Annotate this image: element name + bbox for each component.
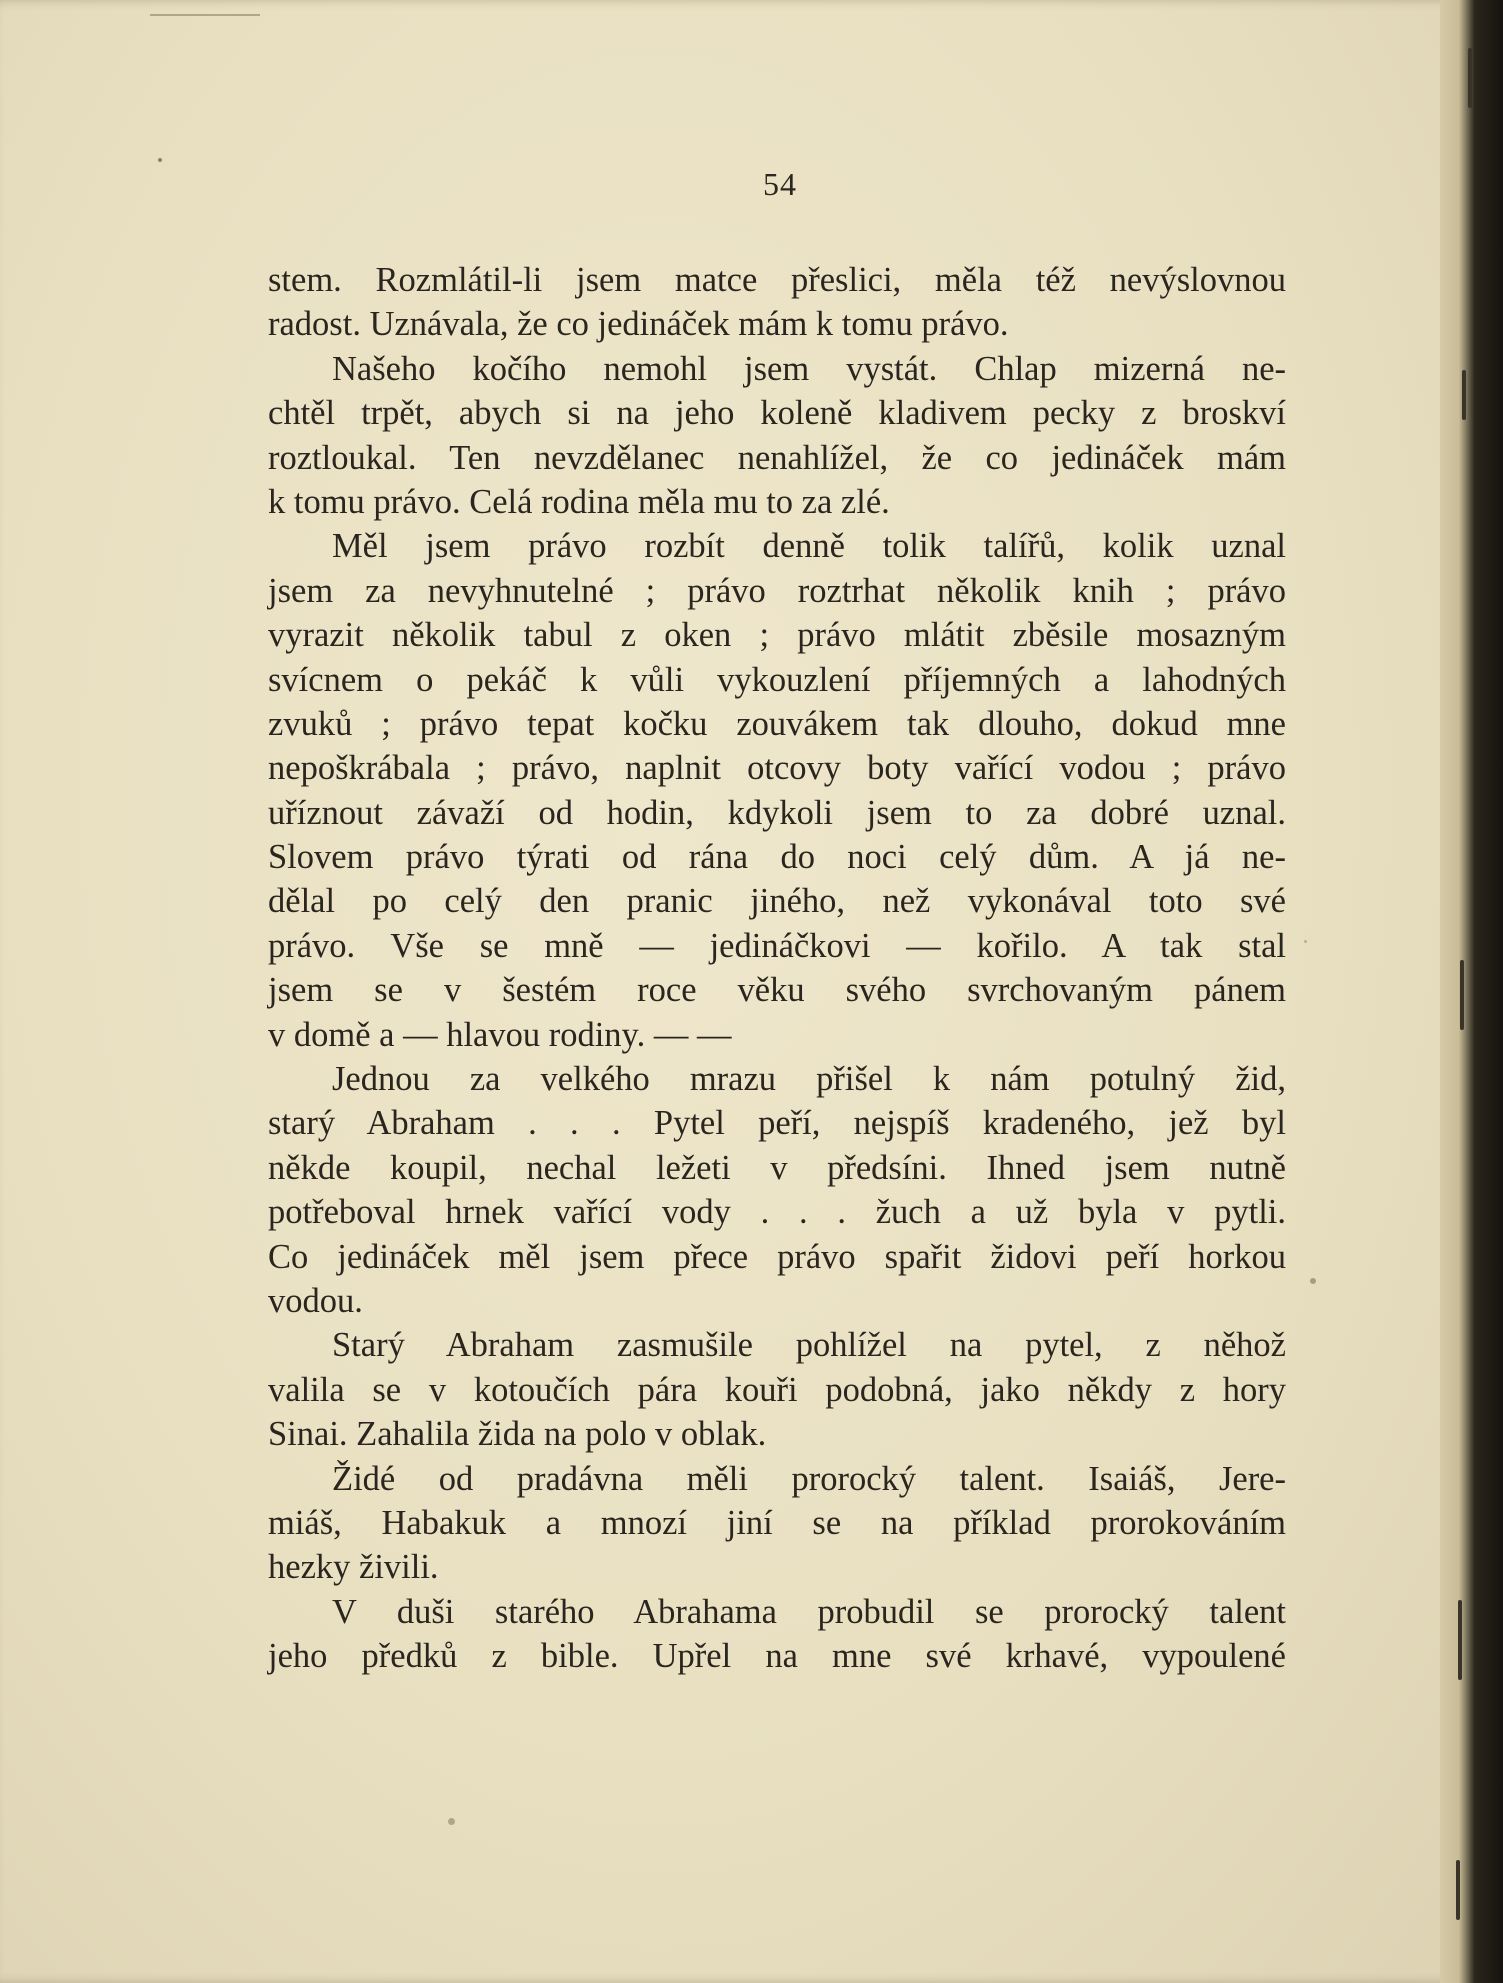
text-line: V duši starého Abrahama probudil se prorocký talent	[332, 1592, 1286, 1631]
text-line: Sinai. Zahalila žida na polo v oblak.	[268, 1415, 767, 1454]
text-line: nepoškrábala ; právo, naplnit otcovy boty vařící vodou ; právo	[268, 749, 1286, 788]
text-line: jeho předků z bible. Upřel na mne své krhavé, vypoulené	[268, 1637, 1286, 1676]
edge-mark	[1468, 48, 1472, 108]
text-line: miáš, Habakuk a mnozí jiní se na příklad prorokováním	[268, 1503, 1286, 1542]
text-line: chtěl trpět, abych si na jeho koleně kladivem pecky z broskví	[268, 394, 1286, 433]
text-line: Starý Abraham zasmušile pohlížel na pytel, z něhož	[332, 1326, 1286, 1365]
text-line: vodou.	[268, 1281, 363, 1320]
text-line: Měl jsem právo rozbít denně tolik talířů, kolik uznal	[332, 527, 1286, 566]
text-line: v domě a — hlavou rodiny. — —	[268, 1015, 732, 1054]
text-line: radost. Uznávala, že co jedináček mám k tomu právo.	[268, 305, 1009, 344]
text-line: potřeboval hrnek vařící vody . . . žuch a už byla v pytli.	[268, 1193, 1286, 1232]
text-line: Židé od pradávna měli prorocký talent. Isaiáš, Jere-	[332, 1459, 1286, 1498]
text-line: dělal po celý den pranic jiného, než vykonával toto své	[268, 882, 1286, 921]
text-line: Slovem právo týrati od rána do noci celý dům. A já ne-	[268, 838, 1286, 877]
page-number: 54	[763, 166, 797, 202]
paper-speck	[1304, 940, 1307, 943]
edge-mark	[1456, 1860, 1460, 1920]
paper-speck	[448, 1818, 455, 1825]
text-line: vyrazit několik tabul z oken ; právo mlátit zběsile mosazným	[268, 616, 1286, 655]
edge-mark	[1462, 370, 1466, 420]
text-line: hezky živili.	[268, 1548, 439, 1587]
text-line: jsem se v šestém roce věku svého svrchovaným pánem	[268, 971, 1286, 1010]
text-line: Našeho kočího nemohl jsem vystát. Chlap mizerná ne-	[332, 349, 1286, 388]
page-top-rule	[150, 14, 260, 16]
text-line: právo. Vše se mně — jedináčkovi — kořilo. A tak stal	[268, 926, 1286, 965]
text-line: Jednou za velkého mrazu přišel k nám potulný žid,	[332, 1060, 1286, 1099]
edge-mark	[1458, 1600, 1462, 1680]
text-line: jsem za nevyhnutelné ; právo roztrhat několik knih ; právo	[268, 571, 1286, 610]
text-line: svícnem o pekáč k vůli vykouzlení příjemných a lahodných	[268, 660, 1286, 699]
text-line: uříznout závaží od hodin, kdykoli jsem to za dobré uznal.	[268, 793, 1286, 832]
text-line: zvuků ; právo tepat kočku zouvákem tak dlouho, dokud mne	[268, 704, 1286, 743]
page-edge-shadow	[1440, 0, 1503, 1983]
text-line: starý Abraham . . . Pytel peří, nejspíš kradeného, jež byl	[268, 1104, 1286, 1143]
paper-speck	[158, 158, 162, 162]
text-line: stem. Rozmlátil-li jsem matce přeslici, měla též nevýslovnou	[268, 261, 1286, 299]
paper-speck	[1310, 1278, 1316, 1284]
text-line: roztloukal. Ten nevzdělanec nenahlížel, že co jedináček mám	[268, 438, 1286, 477]
text-line: Co jedináček měl jsem přece právo spařit židovi peří horkou	[268, 1237, 1286, 1276]
body-text	[268, 258, 1286, 1679]
text-line: k tomu právo. Celá rodina měla mu to za zlé.	[268, 482, 890, 521]
text-line: někde koupil, nechal ležeti v předsíni. Ihned jsem nutně	[268, 1148, 1286, 1187]
edge-mark	[1460, 960, 1464, 1030]
text-line: valila se v kotoučích pára kouři podobná, jako někdy z hory	[268, 1370, 1286, 1409]
